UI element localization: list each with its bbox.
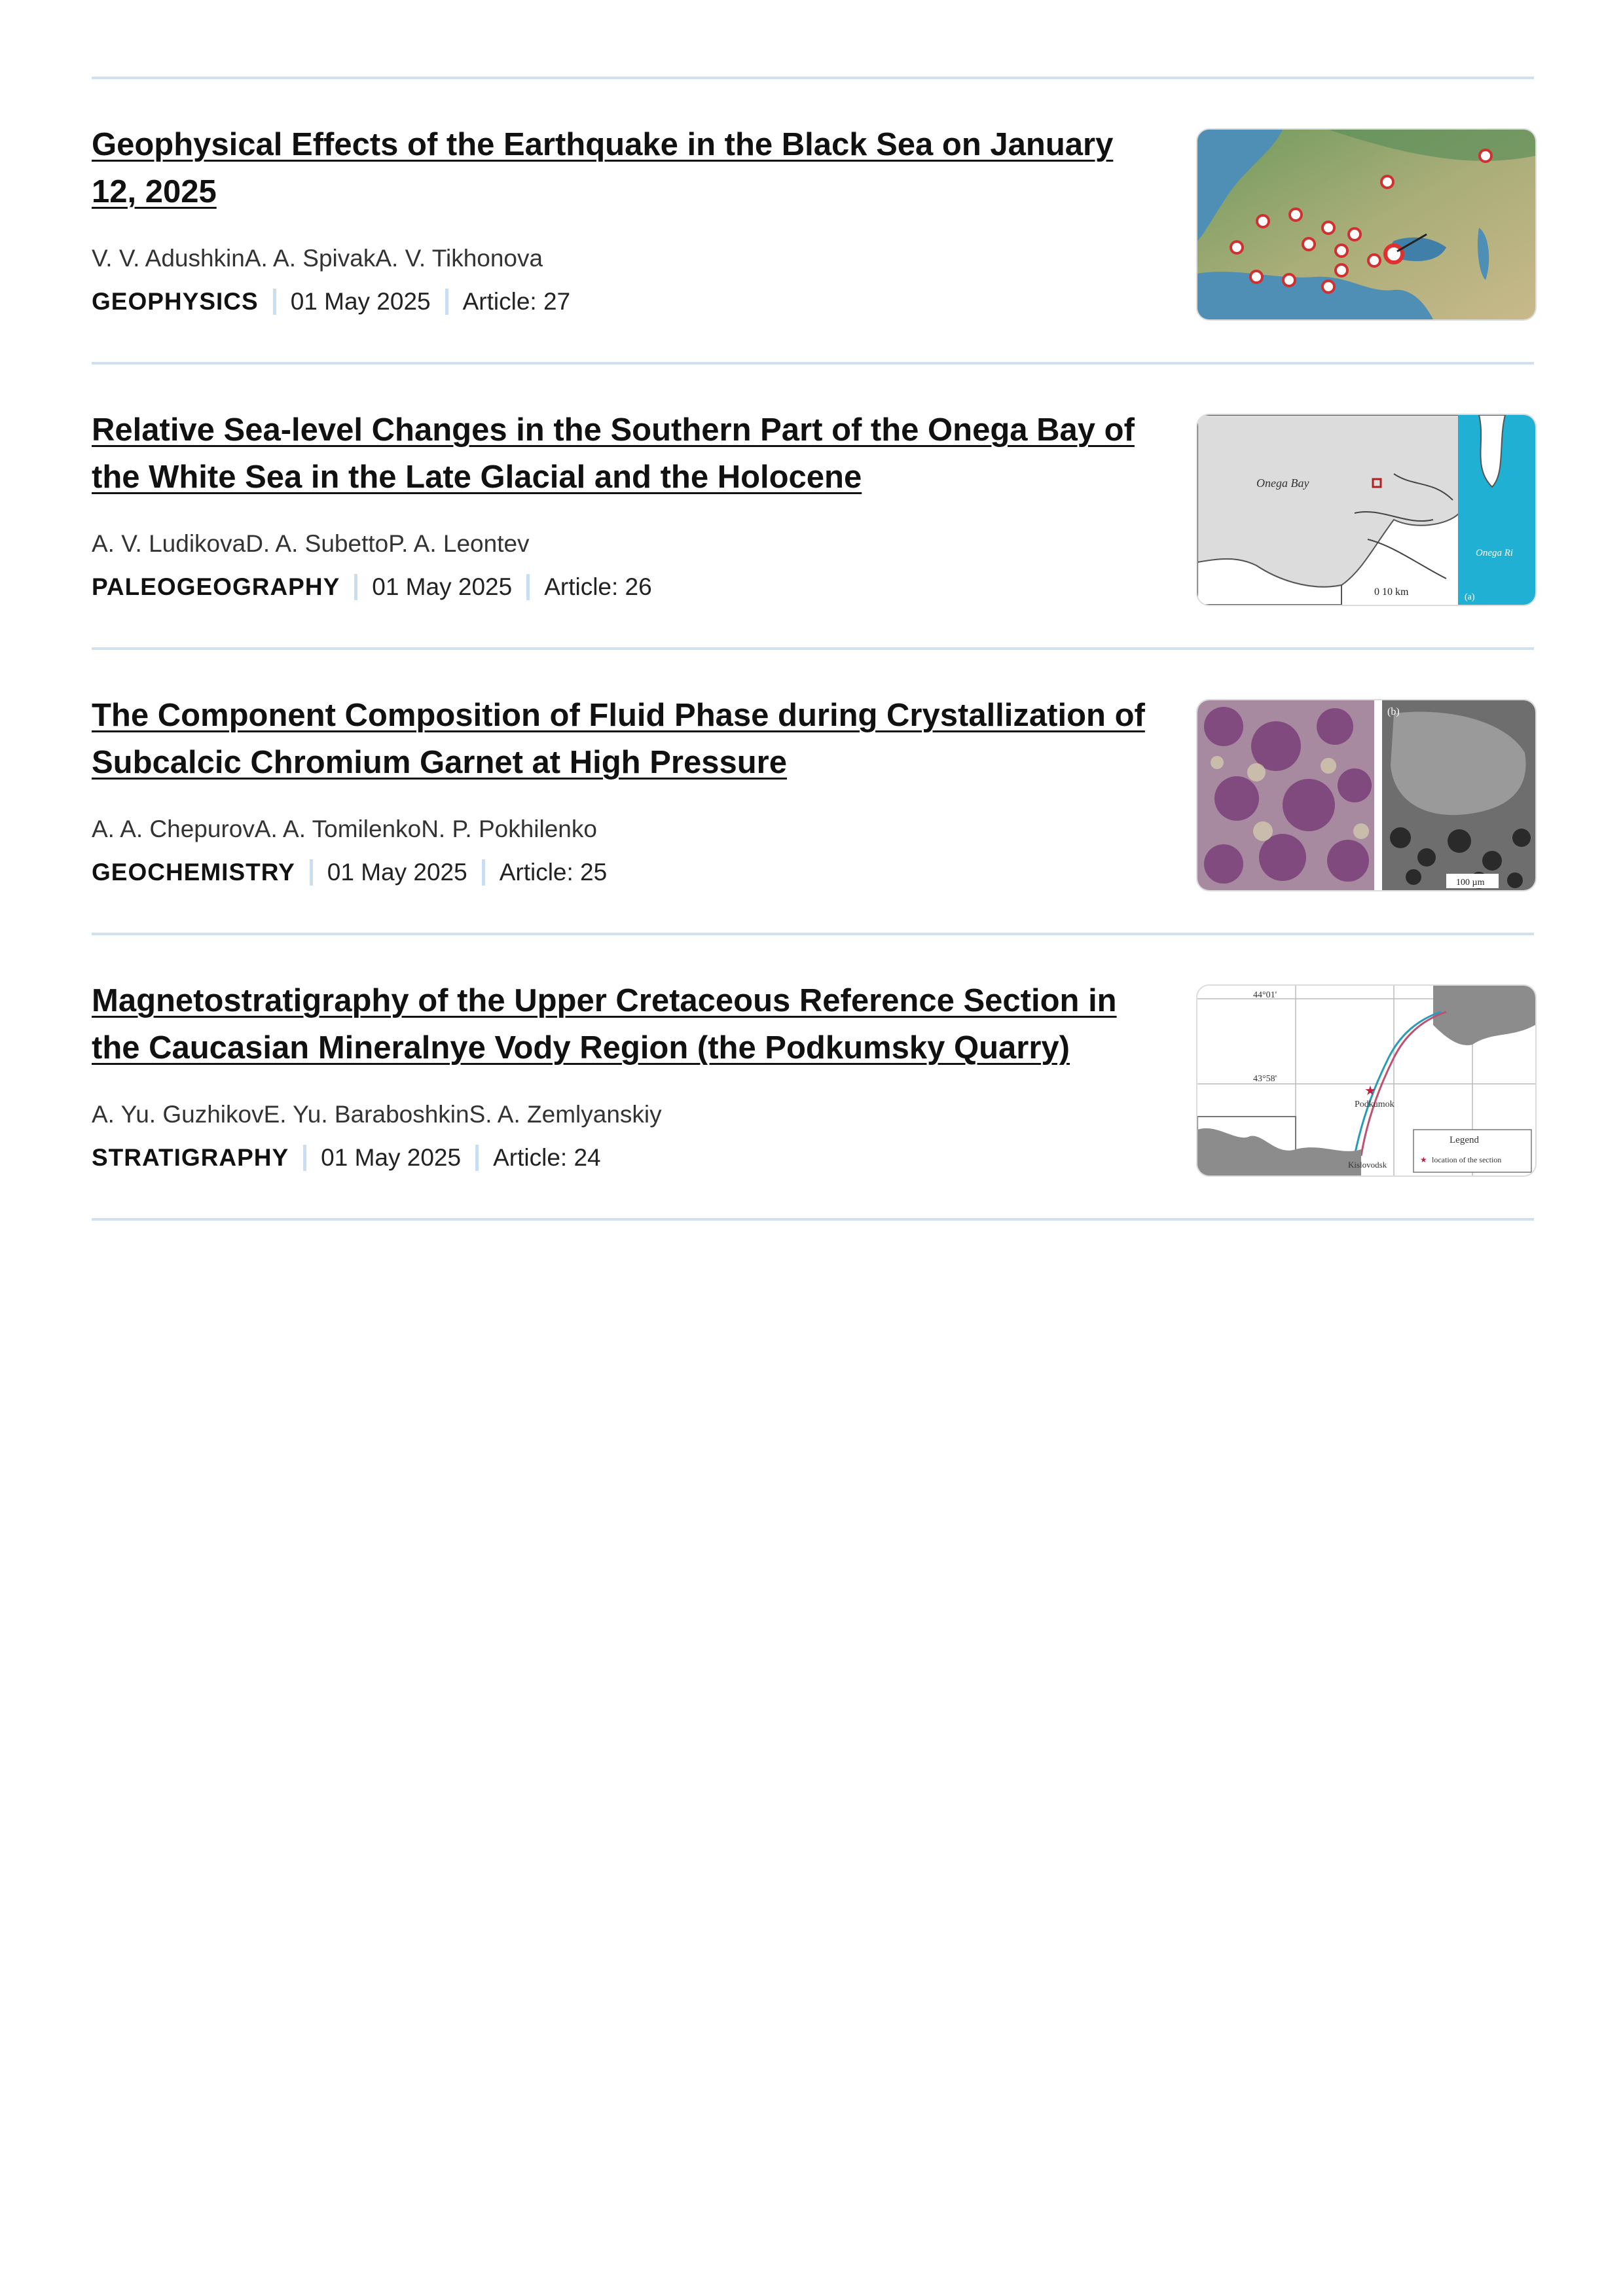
panel-label: (b) bbox=[1387, 706, 1400, 717]
article-meta bbox=[92, 287, 1165, 316]
article-thumbnail[interactable] bbox=[1196, 414, 1537, 606]
map-label: Onega Bay bbox=[1256, 476, 1309, 490]
garnet-micrograph-figure bbox=[1197, 700, 1535, 890]
meta-separator bbox=[303, 1145, 306, 1171]
article-meta bbox=[92, 858, 1165, 887]
scale-label: 100 µm bbox=[1456, 878, 1485, 888]
article-date: 01 May 2025 bbox=[372, 573, 513, 600]
article-date: 01 May 2025 bbox=[290, 288, 431, 315]
article-item bbox=[92, 365, 1534, 647]
legend-star-icon: ★ bbox=[1420, 1155, 1427, 1164]
meta-separator bbox=[445, 289, 448, 315]
article-list bbox=[92, 77, 1534, 1221]
divider bbox=[92, 1218, 1534, 1221]
article-section[interactable]: STRATIGRAPHY bbox=[92, 1144, 289, 1171]
meta-separator bbox=[482, 859, 485, 886]
article-thumbnail[interactable] bbox=[1196, 128, 1537, 321]
article-title bbox=[92, 692, 1165, 786]
article-text bbox=[92, 692, 1165, 887]
panel-label: (a) bbox=[1465, 592, 1475, 602]
coordinate-label: 43°58' bbox=[1253, 1074, 1277, 1084]
article-section[interactable]: GEOCHEMISTRY bbox=[92, 859, 295, 886]
scale-label: 0 10 km bbox=[1374, 586, 1409, 598]
article-date: 01 May 2025 bbox=[327, 859, 467, 886]
article-authors: A. V. LudikovaD. A. SubettoP. A. Leontev bbox=[92, 530, 530, 557]
article-section[interactable]: PALEOGEOGRAPHY bbox=[92, 573, 340, 600]
article-title-link[interactable]: Relative Sea-level Changes in the Southern Part of the Onega Bay of the White Sea in the Late Glacial and the Holocene bbox=[92, 412, 1135, 495]
article-thumbnail[interactable] bbox=[1196, 699, 1537, 891]
article-meta bbox=[92, 1143, 1165, 1172]
meta-separator bbox=[273, 289, 276, 315]
article-number: Article: 26 bbox=[544, 573, 652, 600]
article-item bbox=[92, 935, 1534, 1218]
map-label: Podkumok bbox=[1355, 1100, 1395, 1109]
article-title-link[interactable]: The Component Composition of Fluid Phase during Crystallization of Subcalcic Chromium Garnet at High Pressure bbox=[92, 698, 1145, 780]
article-number: Article: 24 bbox=[493, 1144, 601, 1171]
earthquake-map-figure bbox=[1197, 130, 1535, 319]
article-number: Article: 25 bbox=[499, 859, 608, 886]
article-text bbox=[92, 977, 1165, 1172]
article-item bbox=[92, 79, 1534, 362]
article-authors: A. Yu. GuzhikovE. Yu. BaraboshkinS. A. Zemlyanskiy bbox=[92, 1101, 662, 1128]
article-meta bbox=[92, 573, 1165, 601]
coordinate-label: 44°01' bbox=[1253, 990, 1277, 1000]
article-title bbox=[92, 406, 1165, 501]
legend-title: Legend bbox=[1450, 1135, 1479, 1145]
article-title-link[interactable]: Magnetostratigraphy of the Upper Cretaceous Reference Section in the Caucasian Mineralnye Vody Region (the Podkumsky Quarry) bbox=[92, 983, 1117, 1066]
quarry-map-figure bbox=[1197, 986, 1535, 1175]
article-text bbox=[92, 406, 1165, 601]
article-authors: A. A. ChepurovA. A. TomilenkoN. P. Pokhilenko bbox=[92, 816, 597, 842]
article-section[interactable]: GEOPHYSICS bbox=[92, 288, 259, 315]
legend-item: location of the section bbox=[1432, 1155, 1502, 1164]
meta-separator bbox=[354, 574, 357, 600]
map-label: Onega Ri bbox=[1476, 548, 1514, 558]
article-number: Article: 27 bbox=[462, 288, 571, 315]
article-item bbox=[92, 650, 1534, 933]
section-location-marker-icon: ★ bbox=[1364, 1084, 1376, 1098]
article-title-link[interactable]: Geophysical Effects of the Earthquake in the Black Sea on January 12, 2025 bbox=[92, 127, 1114, 209]
onega-bay-map-figure bbox=[1197, 415, 1535, 605]
meta-separator bbox=[310, 859, 313, 886]
article-date: 01 May 2025 bbox=[321, 1144, 462, 1171]
article-text bbox=[92, 121, 1165, 316]
map-label: Kislovodsk bbox=[1348, 1160, 1387, 1170]
article-title bbox=[92, 977, 1165, 1071]
article-thumbnail[interactable] bbox=[1196, 984, 1537, 1177]
article-authors: V. V. AdushkinA. A. SpivakA. V. Tikhonova bbox=[92, 245, 543, 272]
meta-separator bbox=[475, 1145, 479, 1171]
article-title bbox=[92, 121, 1165, 215]
meta-separator bbox=[526, 574, 530, 600]
